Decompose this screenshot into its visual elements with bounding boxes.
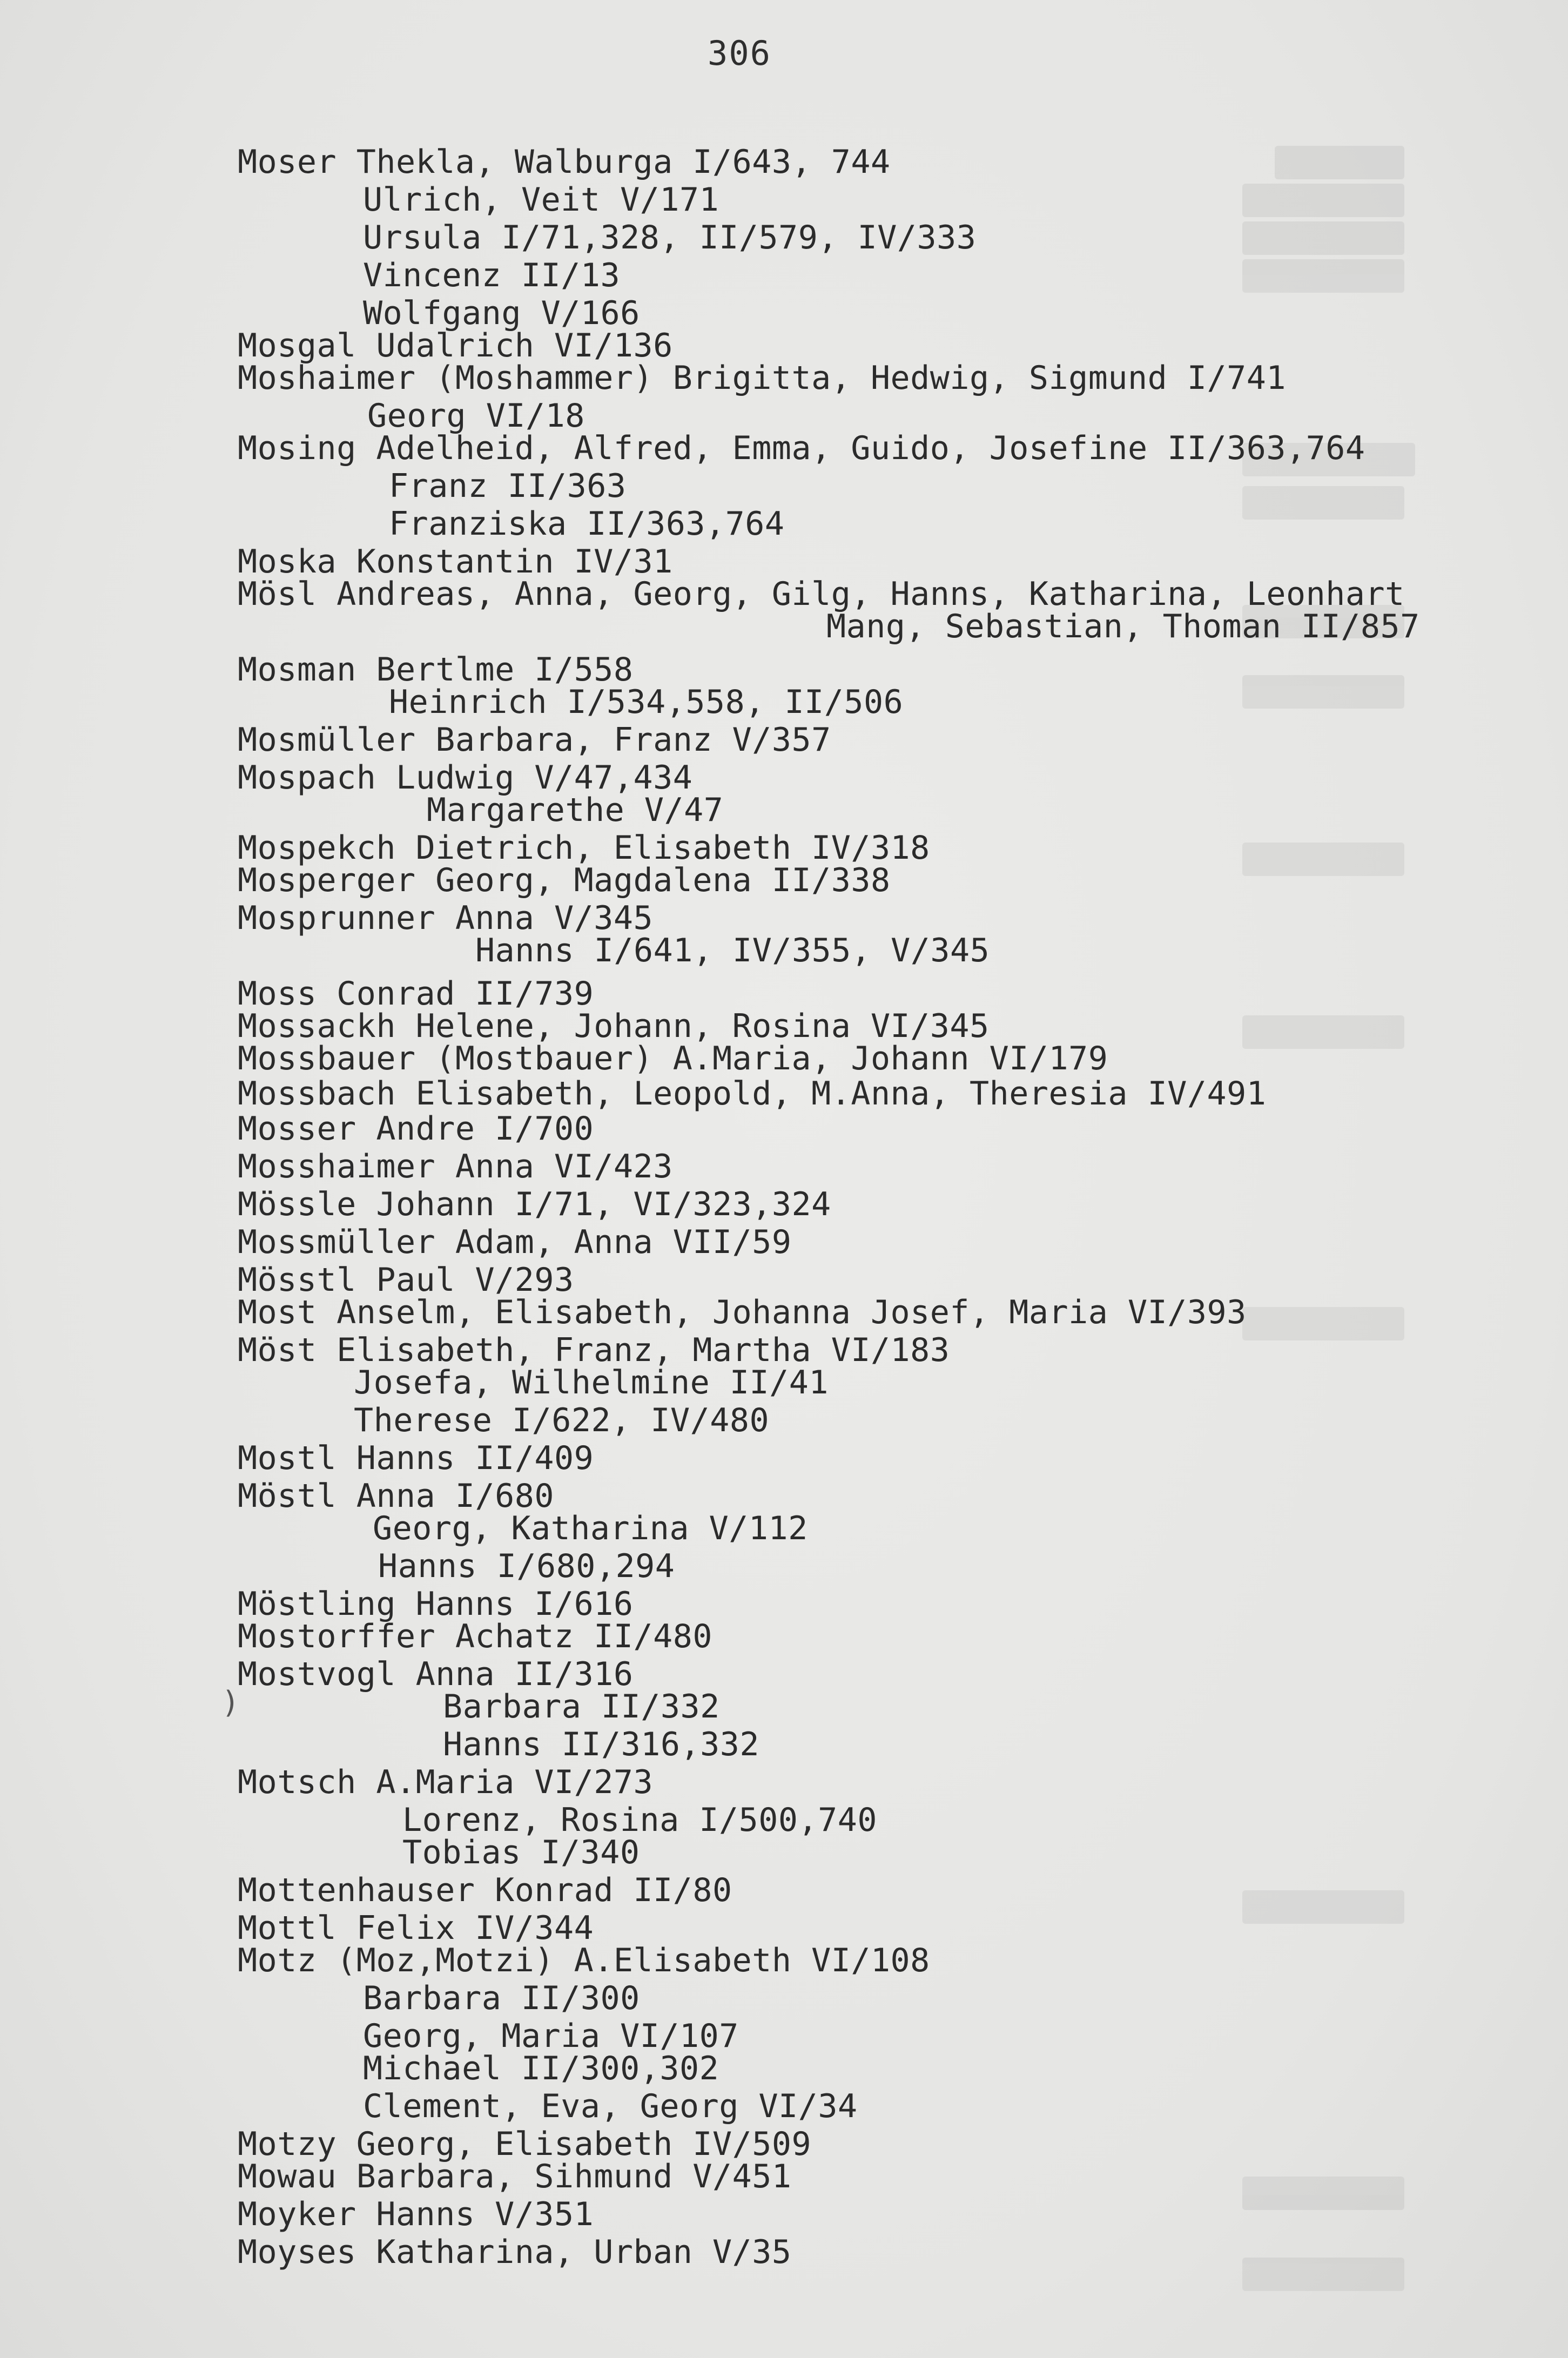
index-entry: Georg, Katharina V/112 [373, 1510, 808, 1547]
index-entry: Barbara II/332 [443, 1688, 720, 1726]
index-entry: Mosprunner Anna V/345 [238, 899, 654, 937]
index-entry: Möstl Anna I/680 [238, 1477, 554, 1515]
index-entry: Mossmüller Adam, Anna VII/59 [238, 1223, 792, 1261]
index-entry: Moshaimer (Moshammer) Brigitta, Hedwig, Sigmund I/741 [238, 359, 1287, 397]
index-entry: Mospach Ludwig V/47,434 [238, 759, 693, 797]
index-entry: Ursula I/71,328, II/579, IV/333 [363, 219, 977, 257]
index-entry: Mosing Adelheid, Alfred, Emma, Guido, Josefine II/363,764 [238, 429, 1365, 467]
index-entry: Michael II/300,302 [363, 2050, 719, 2087]
index-entry: Hanns II/316,332 [443, 1726, 759, 1763]
index-entry: Clement, Eva, Georg VI/34 [363, 2087, 858, 2125]
index-entry: Mossackh Helene, Johann, Rosina VI/345 [238, 1007, 990, 1045]
index-entry: Wolfgang V/166 [363, 294, 640, 332]
index-entry: Hanns I/680,294 [378, 1547, 675, 1585]
index-entry: Mossbach Elisabeth, Leopold, M.Anna, Theresia IV/491 [238, 1075, 1267, 1113]
index-entry: Mostorffer Achatz II/480 [238, 1618, 712, 1655]
index-entry: Mospekch Dietrich, Elisabeth IV/318 [238, 829, 930, 867]
margin-stray-mark: ) [221, 1685, 240, 1720]
index-entry: Motz (Moz,Motzi) A.Elisabeth VI/108 [238, 1942, 930, 1979]
index-entry: Mowau Barbara, Sihmund V/451 [238, 2158, 792, 2195]
index-entry: Moser Thekla, Walburga I/643, 744 [238, 143, 891, 181]
index-entry: Georg VI/18 [367, 397, 585, 435]
index-entry: Barbara II/300 [363, 1979, 640, 2017]
index-entry: Therese I/622, IV/480 [354, 1402, 770, 1439]
index-entry: Mang, Sebastian, Thoman II/857 [826, 608, 1420, 645]
index-entry: Mosshaimer Anna VI/423 [238, 1148, 673, 1185]
index-entry: Franziska II/363,764 [389, 505, 785, 543]
index-entry: Mosman Bertlme I/558 [238, 651, 634, 689]
index-entry: Franz II/363 [389, 467, 627, 505]
index-entry: Most Anselm, Elisabeth, Johanna Josef, Maria VI/393 [238, 1293, 1247, 1331]
index-entry: Mostvogl Anna II/316 [238, 1655, 634, 1693]
index-entry: Mosser Andre I/700 [238, 1110, 594, 1148]
index-entry: Georg, Maria VI/107 [363, 2017, 739, 2055]
index-entry: Mossbauer (Mostbauer) A.Maria, Johann VI/179 [238, 1040, 1108, 1077]
page-number: 306 [708, 33, 771, 73]
index-entry: Möst Elisabeth, Franz, Martha VI/183 [238, 1331, 950, 1369]
index-entry: Mostl Hanns II/409 [238, 1439, 594, 1477]
index-entry: Josefa, Wilhelmine II/41 [354, 1364, 829, 1402]
index-entry: Mottenhauser Konrad II/80 [238, 1871, 732, 1909]
index-entry: Tobias I/340 [402, 1834, 640, 1871]
index-entry: Heinrich I/534,558, II/506 [389, 683, 904, 721]
index-entry: Mösstl Paul V/293 [238, 1261, 574, 1299]
index-entry: Moss Conrad II/739 [238, 975, 594, 1013]
index-entry: Motsch A.Maria VI/273 [238, 1763, 654, 1801]
index-entry: Mosgal Udalrich VI/136 [238, 327, 673, 365]
index-entry: Moyses Katharina, Urban V/35 [238, 2233, 792, 2271]
index-entry: Mosperger Georg, Magdalena II/338 [238, 861, 891, 899]
index-entry: Ulrich, Veit V/171 [363, 181, 719, 219]
index-entry: Möstling Hanns I/616 [238, 1585, 634, 1623]
index-entry: Vincenz II/13 [363, 257, 621, 294]
index-entry: Mosmüller Barbara, Franz V/357 [238, 721, 831, 759]
index-entry: Moyker Hanns V/351 [238, 2195, 594, 2233]
index-entry: Moska Konstantin IV/31 [238, 543, 673, 581]
index-entry: Mösl Andreas, Anna, Georg, Gilg, Hanns, Katharina, Leonhart [238, 575, 1405, 613]
index-entry: Motzy Georg, Elisabeth IV/509 [238, 2125, 812, 2163]
index-entry: Hanns I/641, IV/355, V/345 [475, 932, 990, 969]
index-entry: Mottl Felix IV/344 [238, 1909, 594, 1947]
index-entry: Mössle Johann I/71, VI/323,324 [238, 1185, 831, 1223]
index-entry: Lorenz, Rosina I/500,740 [402, 1801, 877, 1839]
index-entry: Margarethe V/47 [427, 791, 724, 829]
